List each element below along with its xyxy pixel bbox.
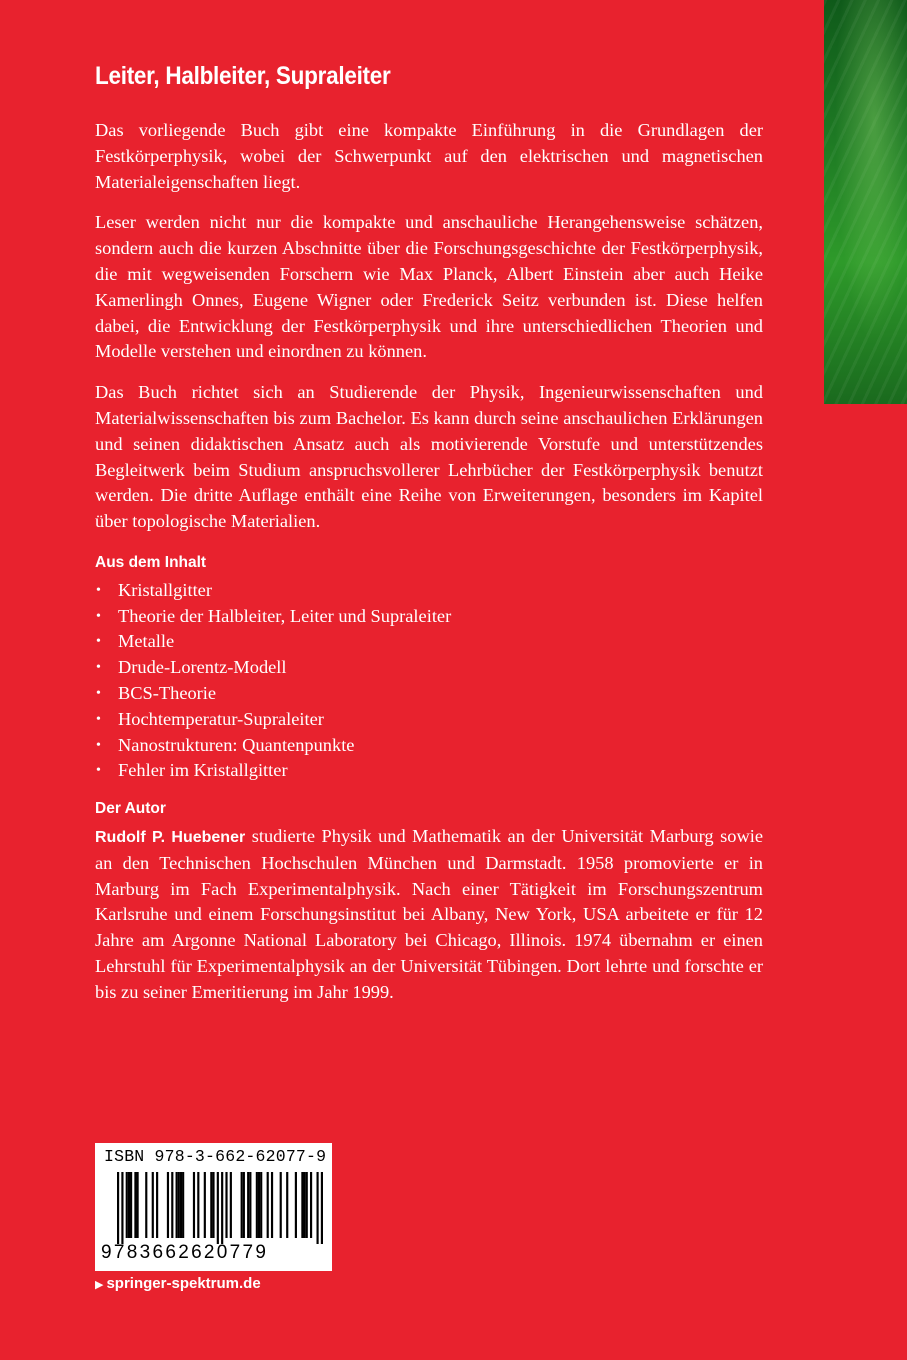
barcode-bar bbox=[256, 1172, 258, 1238]
list-item: • Theorie der Halbleiter, Leiter und Supraleiter bbox=[95, 604, 763, 630]
barcode-bar bbox=[178, 1172, 180, 1238]
author-heading: Der Autor bbox=[95, 800, 166, 818]
barcode-bar bbox=[295, 1172, 297, 1238]
back-cover-title: Leiter, Halbleiter, Supraleiter bbox=[95, 62, 391, 90]
blurb bbox=[95, 118, 763, 1006]
barcode-bar bbox=[176, 1172, 178, 1238]
barcode-bar bbox=[126, 1172, 128, 1238]
author-bio-text: studierte Physik und Mathematik an der Universität Marburg sowie an den Technischen Hochschulen München und Darmstadt. 1958 promovierte er in Marburg im Fach Experimentalphysik. Nach einer Tätigkeit im Forschungszentrum Karlsruhe und einem Forschungsinstitut bei Albany, New York, USA arbeitete er für 12 Jahre am Argonne National Laboratory bei Chicago, Illinois. 1974 übernahm er einen Lehrstuhl für Experimentalphysik an der Universität Tübingen. Dort lehrte und forschte er bis zu seiner Emeritierung im Jahr 1999. bbox=[95, 825, 764, 1002]
barcode-bar bbox=[271, 1172, 273, 1238]
barcode-bar bbox=[167, 1172, 169, 1238]
barcode-bar bbox=[193, 1172, 195, 1238]
barcode-bar bbox=[260, 1172, 262, 1238]
barcode-bars bbox=[117, 1172, 323, 1244]
barcode-bar bbox=[217, 1172, 219, 1244]
play-arrow-icon: ▶ bbox=[95, 1279, 104, 1291]
list-item: • Metalle bbox=[95, 629, 763, 655]
barcode-bar bbox=[182, 1172, 184, 1238]
paragraph-history: Leser werden nicht nur die kompakte und anschauliche Herangehensweise schätzen, sondern auch die kurzen Abschnitte über die Forschungsgeschichte der Festkörperphysik, die mit wegweisenden Forschern wie Max Planck, Albert Einstein aber auch Heike Kamerlingh Onnes, Eugene Wigner oder Frederick Seitz verbunden ist. Diese helfen dabei, die Entwicklung der Festkörperphysik und ihre unterschiedlichen Theorien und Modelle verstehen und einordnen zu können. bbox=[95, 212, 763, 362]
contents-list bbox=[95, 578, 763, 784]
barcode-bar bbox=[137, 1172, 139, 1238]
barcode-bar bbox=[212, 1172, 214, 1238]
author-bio bbox=[95, 824, 763, 1006]
list-item: • Nanostrukturen: Quantenpunkte bbox=[95, 733, 763, 759]
barcode-bar bbox=[180, 1172, 182, 1238]
barcode-bar bbox=[128, 1172, 130, 1238]
barcode-bar bbox=[230, 1172, 232, 1238]
paragraph-audience: Das Buch richtet sich an Studierende der Physik, Ingenieurwissenschaften und Materialwissenschaften bis zum Bachelor. Es kann durch seine anschaulichen Erklärungen und seinen didaktischen Ansatz auch als motivierende Vorstufe und unterstützendes Begleitwerk beim Studium anspruchsvollerer Lehrbücher der Festkörperphysik benutzt werden. Die dritte Auflage enthält eine Reihe von Erweiterungen, besonders im Kapitel über topologische Materialien. bbox=[95, 382, 763, 532]
barcode-bar bbox=[145, 1172, 147, 1238]
barcode-bar bbox=[280, 1172, 282, 1238]
barcode-bar bbox=[310, 1172, 312, 1238]
barcode-bar bbox=[249, 1172, 251, 1238]
barcode-bar bbox=[286, 1172, 288, 1238]
barcode-bar bbox=[301, 1172, 303, 1238]
barcode-bar bbox=[316, 1172, 318, 1244]
barcode-bar bbox=[117, 1172, 119, 1244]
barcode-bar bbox=[267, 1172, 269, 1238]
contents-heading: Aus dem Inhalt bbox=[95, 553, 207, 571]
barcode-bar bbox=[303, 1172, 305, 1238]
barcode-bar bbox=[243, 1172, 245, 1238]
list-item: • Hochtemperatur-Supraleiter bbox=[95, 707, 763, 733]
list-item: • Drude-Lorentz-Modell bbox=[95, 655, 763, 681]
list-item: • Kristallgitter bbox=[95, 578, 763, 604]
barcode-bar bbox=[210, 1172, 212, 1238]
barcode-bar bbox=[225, 1172, 227, 1238]
list-item: • BCS-Theorie bbox=[95, 681, 763, 707]
barcode-bar bbox=[197, 1172, 199, 1238]
ean-digits: 9783662620779 bbox=[101, 1242, 269, 1263]
barcode-bar bbox=[121, 1172, 123, 1244]
isbn-label: ISBN 978-3-662-62077-9 bbox=[104, 1147, 327, 1166]
publisher-url[interactable] bbox=[95, 1275, 261, 1292]
barcode-bar bbox=[134, 1172, 136, 1238]
barcode-bar bbox=[247, 1172, 249, 1238]
barcode-bar bbox=[258, 1172, 260, 1238]
barcode-bar bbox=[156, 1172, 158, 1238]
list-item: • Fehler im Kristallgitter bbox=[95, 758, 763, 784]
isbn-barcode bbox=[95, 1143, 332, 1271]
barcode-bar bbox=[241, 1172, 243, 1238]
barcode-bar bbox=[221, 1172, 223, 1244]
publisher-url-text: springer-spektrum.de bbox=[106, 1275, 261, 1292]
barcode-bar bbox=[152, 1172, 154, 1238]
barcode-bar bbox=[130, 1172, 132, 1238]
barcode-bar bbox=[306, 1172, 308, 1238]
paragraph-intro: Das vorliegende Buch gibt eine kompakte Einführung in die Grundlagen der Festkörperphysik, wobei der Schwerpunkt auf den elektrischen und magnetischen Materialeigenschaften liegt. bbox=[95, 120, 763, 192]
author-name: Rudolf P. Huebener bbox=[95, 828, 246, 846]
barcode-bar bbox=[321, 1172, 323, 1244]
barcode-bar bbox=[171, 1172, 173, 1238]
barcode-bar bbox=[204, 1172, 206, 1238]
cover-image-strip bbox=[824, 0, 907, 404]
